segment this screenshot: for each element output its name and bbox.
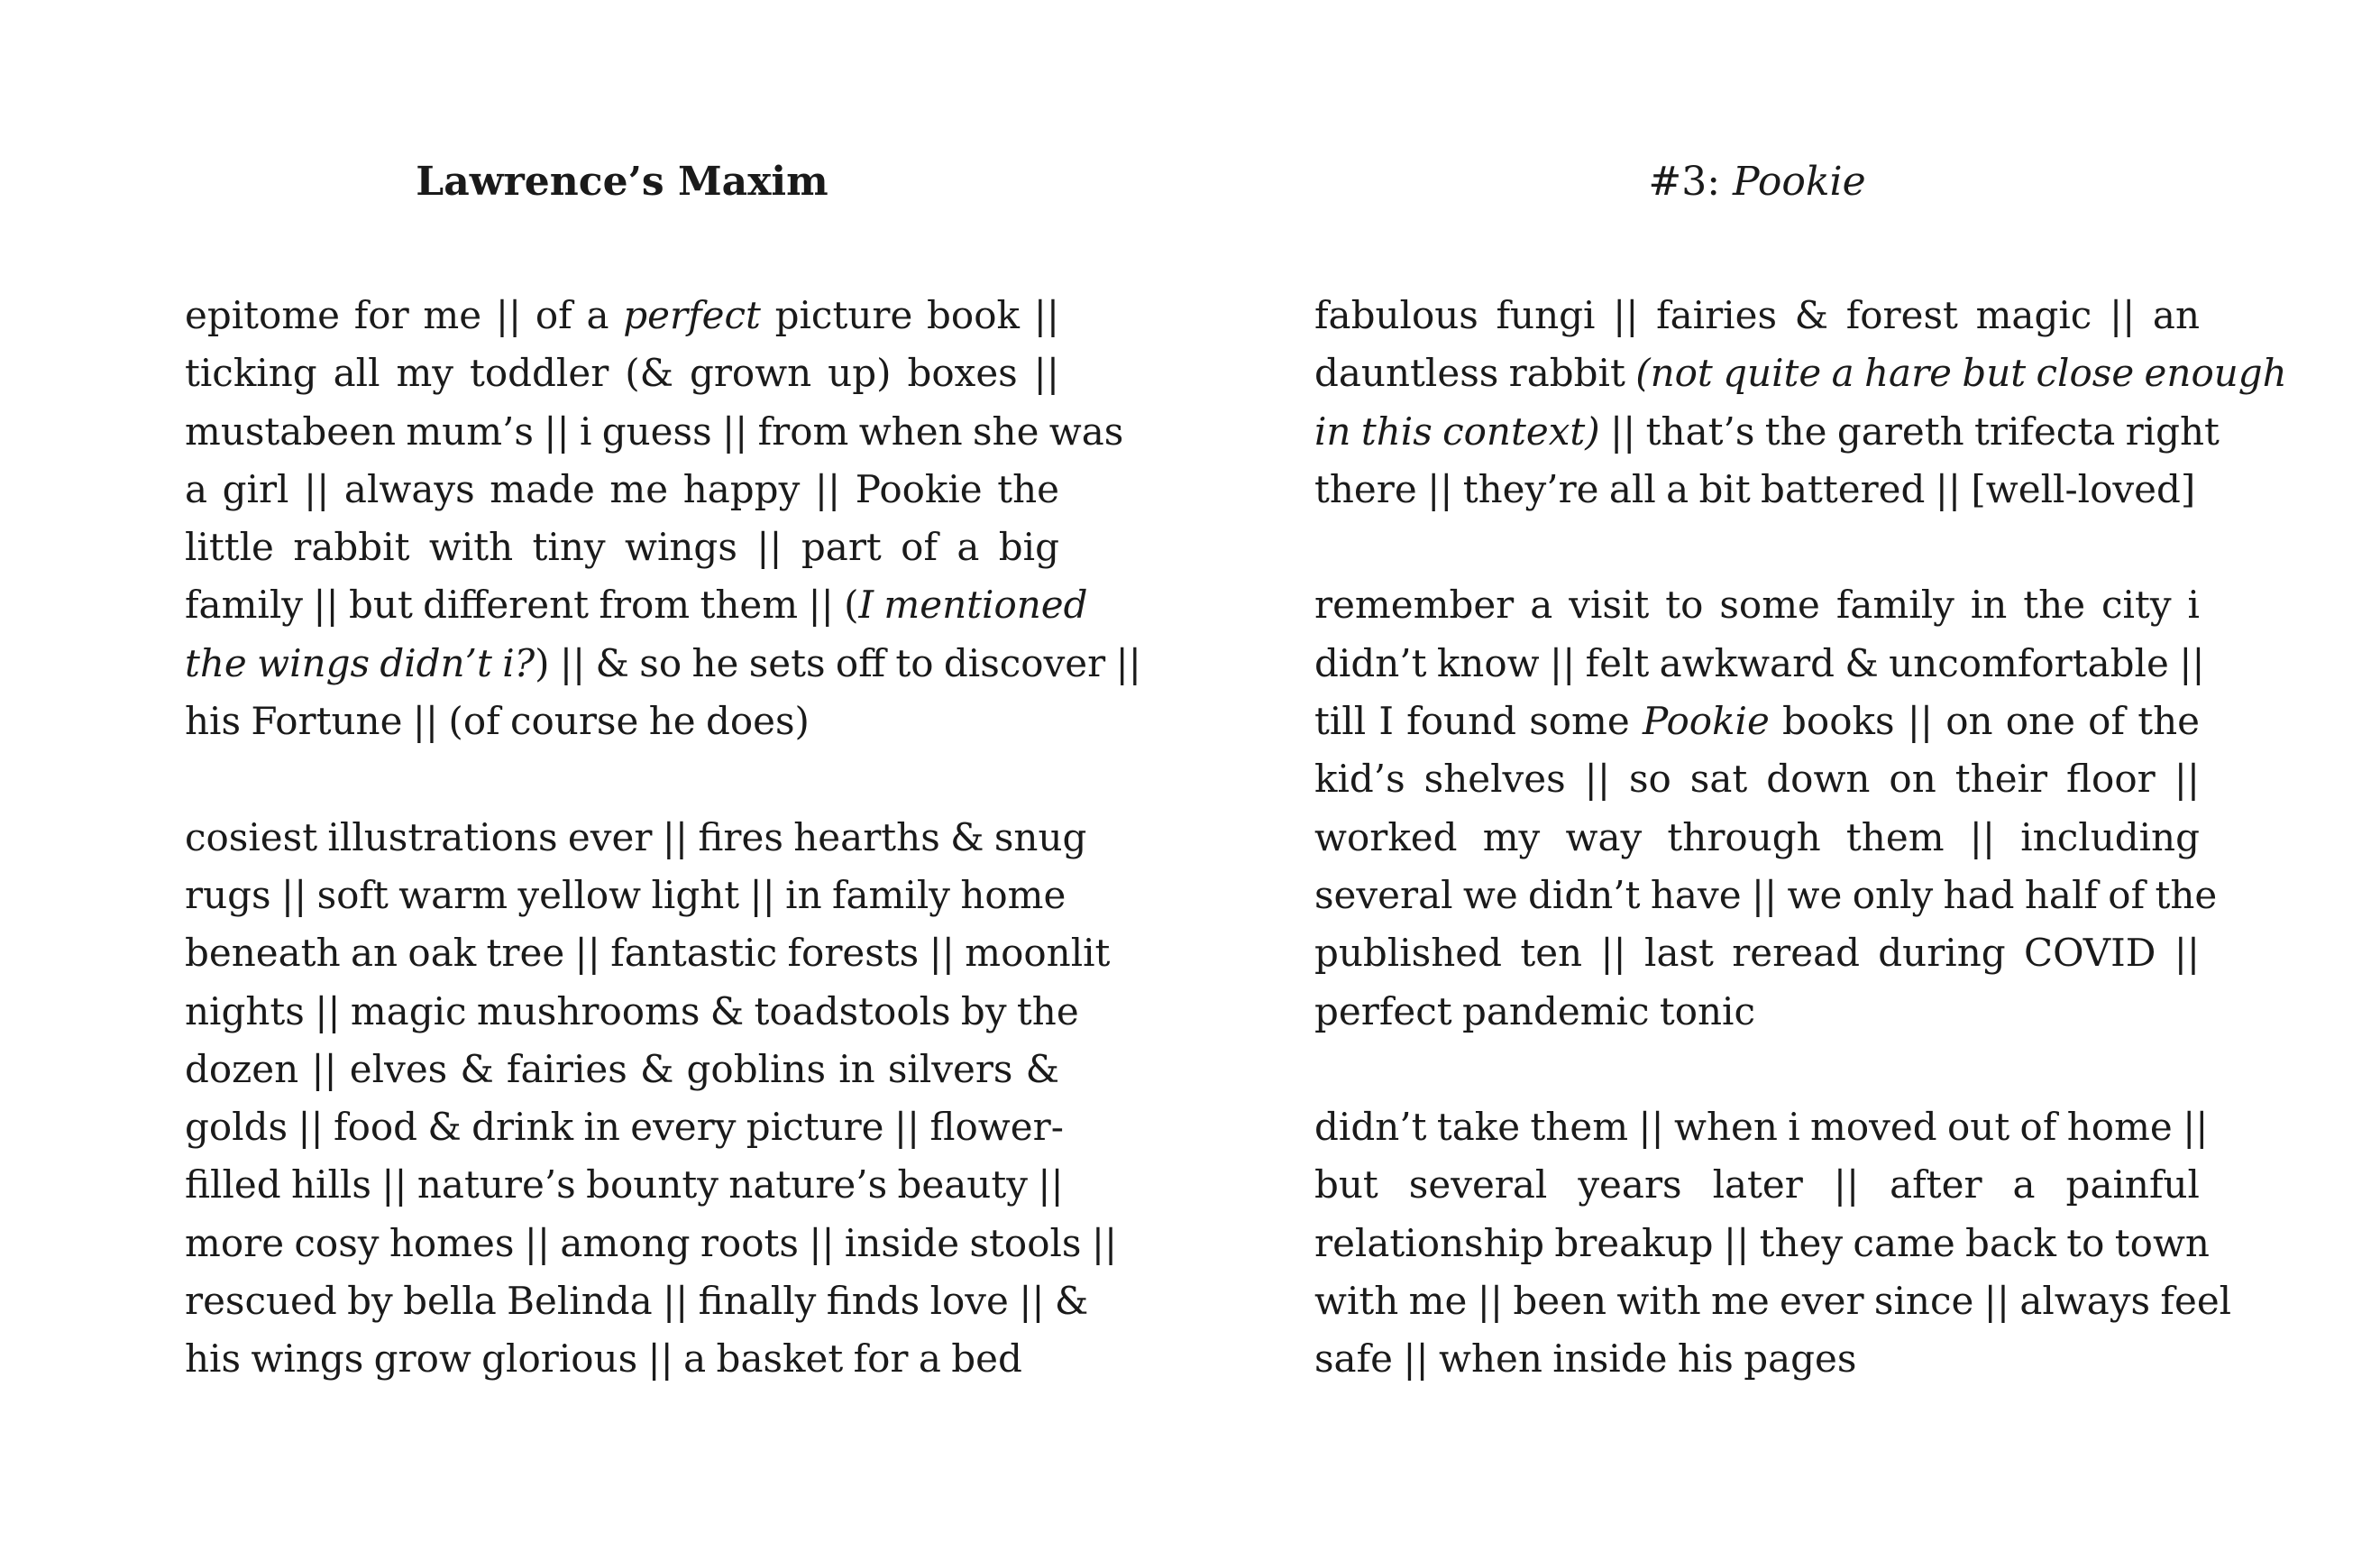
text-run: till I found some: [1314, 699, 1643, 744]
text-line: [1314, 693, 2200, 750]
text-line: [1314, 344, 2287, 402]
text-line: [185, 924, 1111, 982]
text-line: [1314, 809, 2200, 867]
text-run: ticking all my toddler (& grown up) boxes ||: [185, 351, 1059, 396]
text-line: [185, 344, 1059, 402]
italic-run: Pookie: [1642, 699, 1770, 744]
text-line: [185, 867, 1066, 924]
text-run: family || but different from them || (: [185, 583, 859, 628]
text-line: [185, 403, 1124, 461]
text-run: epitome for me || of a: [185, 293, 624, 337]
text-run: mustabeen mum’s || i guess || from when she was: [185, 409, 1124, 454]
text-run: ) || & so he sets off to discover ||: [535, 640, 1141, 685]
text-run: books || on one of the: [1769, 699, 2200, 744]
text-run: published ten || last reread during COVID ||: [1314, 931, 2200, 976]
running-head-title: Pookie: [1733, 159, 1866, 205]
text-line: [185, 1330, 1059, 1388]
paragraph: [185, 287, 1141, 750]
text-line: [1314, 1272, 2232, 1330]
text-line: [185, 1098, 1064, 1156]
text-line: [1314, 924, 2200, 982]
text-line: [185, 461, 1059, 519]
text-line: [185, 693, 1059, 750]
text-line: [185, 635, 1141, 693]
text-line: [185, 519, 1059, 576]
text-line: [1314, 1098, 2209, 1156]
text-line: [185, 287, 1059, 344]
text-line: [1314, 983, 2200, 1041]
text-run: there || they’re all a bit battered || [well-loved]: [1314, 466, 2196, 511]
text-line: [185, 1272, 1089, 1330]
text-run: worked my way through them || including: [1314, 814, 2200, 859]
right-body-text: [1314, 287, 2287, 1389]
text-run: filled hills || nature’s bounty nature’s beauty ||: [185, 1162, 1064, 1207]
text-line: [185, 1041, 1059, 1098]
text-line: [1314, 1215, 2210, 1272]
text-run: || that’s the gareth trifecta right: [1599, 409, 2220, 454]
text-line: [185, 1215, 1118, 1272]
text-run: relationship breakup || they came back to town: [1314, 1220, 2210, 1265]
text-run: dauntless rabbit: [1314, 351, 1636, 396]
text-line: [1314, 635, 2205, 693]
text-run: several we didn’t have || we only had half of the: [1314, 872, 2218, 917]
paragraph: [185, 809, 1118, 1389]
text-run: nights || magic mushrooms & toadstools by the: [185, 988, 1079, 1033]
left-running-head: Lawrence’s Maxim: [416, 159, 828, 205]
text-line: [1314, 867, 2218, 924]
italic-run: in this context): [1314, 409, 1600, 454]
text-run: but several years later || after a painful: [1314, 1162, 2200, 1207]
paragraph: [1314, 287, 2287, 519]
italic-run: I mentioned: [858, 583, 1088, 628]
text-run: didn’t know || felt awkward & uncomfortable ||: [1314, 640, 2205, 685]
right-page: [1314, 0, 2287, 1561]
text-run: rescued by bella Belinda || finally finds love || &: [185, 1279, 1089, 1324]
text-run: dozen || elves & fairies & goblins in silvers &: [185, 1046, 1059, 1091]
paragraph: [1314, 1098, 2232, 1388]
text-run: safe || when inside his pages: [1314, 1336, 1857, 1382]
italic-run: perfect: [623, 293, 761, 337]
text-line: [1314, 576, 2200, 634]
left-page: [185, 0, 1141, 1561]
paragraph: [1314, 576, 2218, 1040]
text-run: his wings grow glorious || a basket for a bed: [185, 1336, 1022, 1382]
text-run: cosiest illustrations ever || fires hearths & snug: [185, 814, 1087, 859]
italic-run: (not quite a hare but close enough: [1635, 351, 2287, 396]
text-line: [1314, 287, 2200, 344]
text-run: didn’t take them || when i moved out of home ||: [1314, 1105, 2209, 1150]
text-line: [1314, 750, 2200, 808]
italic-run: the wings didn’t i?: [185, 640, 536, 685]
text-run: golds || food & drink in every picture || flower-: [185, 1105, 1064, 1150]
text-run: his Fortune || (of course he does): [185, 699, 810, 744]
text-run: perfect pandemic tonic: [1314, 988, 1755, 1033]
text-run: little rabbit with tiny wings || part of a big: [185, 525, 1059, 570]
text-line: [1314, 1330, 2200, 1388]
running-head-number: #3:: [1648, 159, 1734, 205]
text-run: fabulous fungi || fairies & forest magic || an: [1314, 293, 2200, 337]
text-run: rugs || soft warm yellow light || in family home: [185, 872, 1066, 917]
text-run: picture book ||: [760, 293, 1059, 337]
text-line: [185, 576, 1088, 634]
text-line: [1314, 403, 2220, 461]
left-body-text: [185, 287, 1141, 1389]
right-running-head: [1314, 159, 2200, 205]
text-run: kid’s shelves || so sat down on their floor ||: [1314, 757, 2200, 802]
text-run: more cosy homes || among roots || inside stools ||: [185, 1220, 1118, 1265]
text-line: [1314, 461, 2200, 519]
text-line: [1314, 1156, 2200, 1214]
text-line: [185, 983, 1079, 1041]
text-line: [185, 809, 1087, 867]
text-run: a girl || always made me happy || Pookie the: [185, 466, 1059, 511]
text-run: remember a visit to some family in the city i: [1314, 583, 2200, 628]
text-line: [185, 1156, 1064, 1214]
text-run: with me || been with me ever since || always feel: [1314, 1279, 2232, 1324]
text-run: beneath an oak tree || fantastic forests || moonlit: [185, 931, 1111, 976]
